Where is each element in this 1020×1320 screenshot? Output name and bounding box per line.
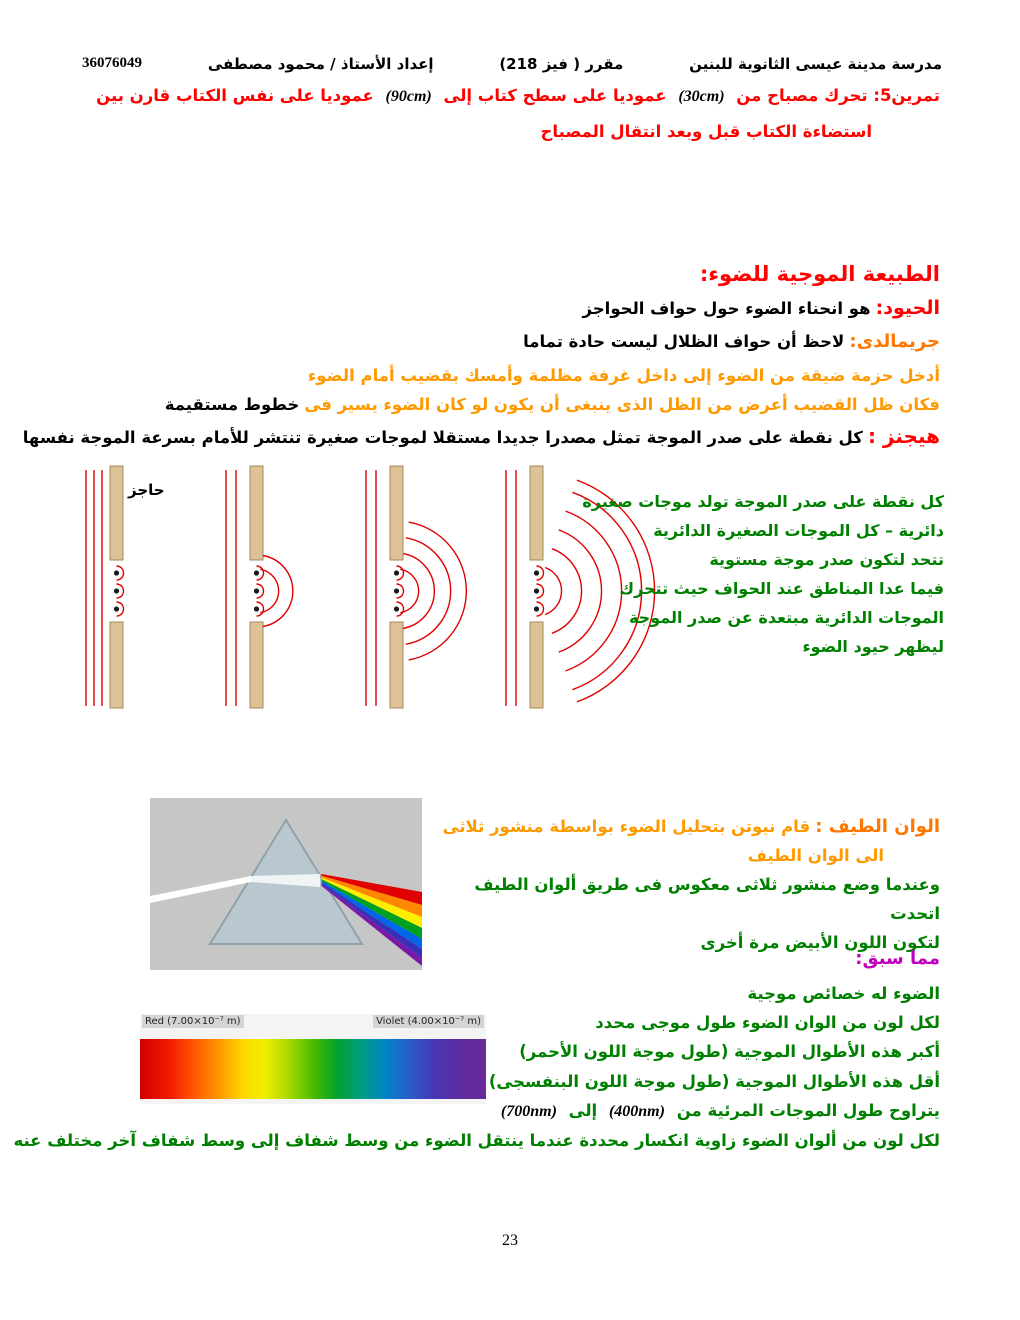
summary-line-2: لكل لون من الوان الضوء طول موجى محدد [595, 1013, 940, 1033]
prism-image [150, 798, 422, 970]
exercise5-text-1: تمرين5: تحرك مصباح من [736, 86, 940, 105]
newton-text: قام نيوتن بتحليل الضوء بواسطة منشور ثلاثى [442, 817, 811, 836]
experiment-line2-emphasis: خطوط مستقيمة [164, 395, 300, 414]
caption-line-2: دائرية – كل الموجات الصغيرة الدائرية [653, 521, 944, 540]
spectrum-gradient-bar [140, 1039, 486, 1099]
diffraction-stage-1 [86, 466, 124, 708]
newton-section [420, 812, 940, 957]
exercise5-value-90cm: (90cm) [385, 88, 432, 105]
summary-line-1: الضوء له خصائص موجية [747, 984, 940, 1003]
diffraction-stage-3 [366, 466, 466, 708]
spectrum-violet-wavelength-label: Violet (4.00×10⁻⁷ m) [373, 1015, 484, 1028]
grimaldi-observation [523, 331, 940, 352]
header-school-name: مدرسة مدينة عيسى الثانوية للبنين [689, 55, 942, 73]
range-value-400nm: (400nm) [608, 1102, 665, 1120]
diffraction-stage-2 [226, 466, 293, 708]
exercise5-line1 [96, 86, 940, 106]
wavelength-spectrum-figure [140, 1014, 486, 1104]
huygens-text: كل نقطة على صدر الموجة تمثل مصدرا جديدا مستقلا لموجات صغيرة تنتشر للأمام بسرعة الموجة نفسها [22, 428, 863, 447]
summary-refraction-line: لكل لون من ألوان الضوء زاوية انكسار محددة عندما ينتقل الضوء من وسط شفاف إلى وسط شفاف آخر مختلف عنه [13, 1131, 940, 1151]
exercise5-line2: استضاءة الكتاب قبل وبعد انتقال المصباح [540, 122, 872, 141]
prism-figure [150, 798, 422, 970]
exercise5-text-2: عموديا على سطح كتاب إلى [443, 86, 667, 105]
newton-line1 [420, 812, 940, 841]
range-value-700nm: (700nm) [500, 1102, 557, 1120]
exercise5-text-3: عموديا على نفس الكتاب قارن بين [96, 86, 374, 105]
spectrum-red-wavelength-label: Red (7.00×10⁻⁷ m) [142, 1015, 244, 1028]
summary-heading: مما سبق: [855, 948, 940, 969]
caption-line-5: الموجات الدائرية مبتعدة عن صدر الموجة [628, 608, 944, 627]
spectrum-colors-term: الوان الطيف : [815, 816, 940, 837]
huygens-principle [23, 424, 940, 448]
page-header [82, 55, 942, 73]
newton-line2: الى الوان الطيف [747, 846, 884, 865]
huygens-term: هيجنز : [867, 424, 940, 448]
barrier-label: حاجز [128, 481, 165, 499]
summary-line-3: أكبر هذه الأطوال الموجية (طول موجة اللون الأحمر) [519, 1042, 940, 1062]
experiment-line1: أدخل حزمة ضيقة من الضوء إلى داخل غرفة مظلمة وأمسك بقضيب أمام الضوء [307, 366, 940, 385]
diffraction-text: هو انحناء الضوء حول حواف الحواجز [582, 299, 871, 318]
caption-line-6: ليظهر حيود الضوء [802, 637, 944, 656]
diffraction-caption [564, 487, 944, 661]
caption-line-3: تتحد لتكون صدر موجة مستوية [709, 550, 944, 569]
caption-line-1: كل نقطة على صدر الموجة تولد موجات صغيرة [582, 492, 944, 511]
header-code: 36076049 [82, 55, 143, 71]
diffraction-term: الحيود: [875, 297, 940, 319]
summary-line-4: أقل هذه الأطوال الموجية (طول موجة اللون البنفسجى) [488, 1071, 940, 1091]
diffraction-definition [583, 297, 940, 319]
wave-nature-title: الطبيعة الموجية للضوء: [699, 262, 940, 286]
grimaldi-term: جريمالدى: [849, 331, 940, 352]
range-text-1: يتراوح طول الموجات المرئية من [676, 1100, 940, 1120]
experiment-line2-text: فكان ظل القضيب أعرض من الظل الذى ينبغى أن يكون لو كان الضوء يسير فى [304, 395, 940, 414]
exercise5-value-30cm: (30cm) [678, 88, 725, 105]
experiment-line2 [165, 395, 940, 414]
grimaldi-text: لاحظ أن حواف الظلال ليست حادة تماما [523, 332, 845, 351]
header-prepared-by: إعداد الأستاذ / محمود مصطفى [207, 55, 434, 73]
page-number: 23 [502, 1232, 518, 1249]
reverse-prism-line2: لتكون اللون الأبيض مرة أخرى [700, 933, 940, 952]
reverse-prism-line1: وعندما وضع منشور ثلاثى معكوس فى طريق ألوان الطيف اتحدت [474, 875, 940, 923]
caption-line-4: فيما عدا المناطق عند الحواف حيث تتحرك [619, 579, 944, 598]
header-course: مقرر ( فيز 218) [499, 55, 624, 73]
range-text-2: إلى [568, 1100, 598, 1120]
